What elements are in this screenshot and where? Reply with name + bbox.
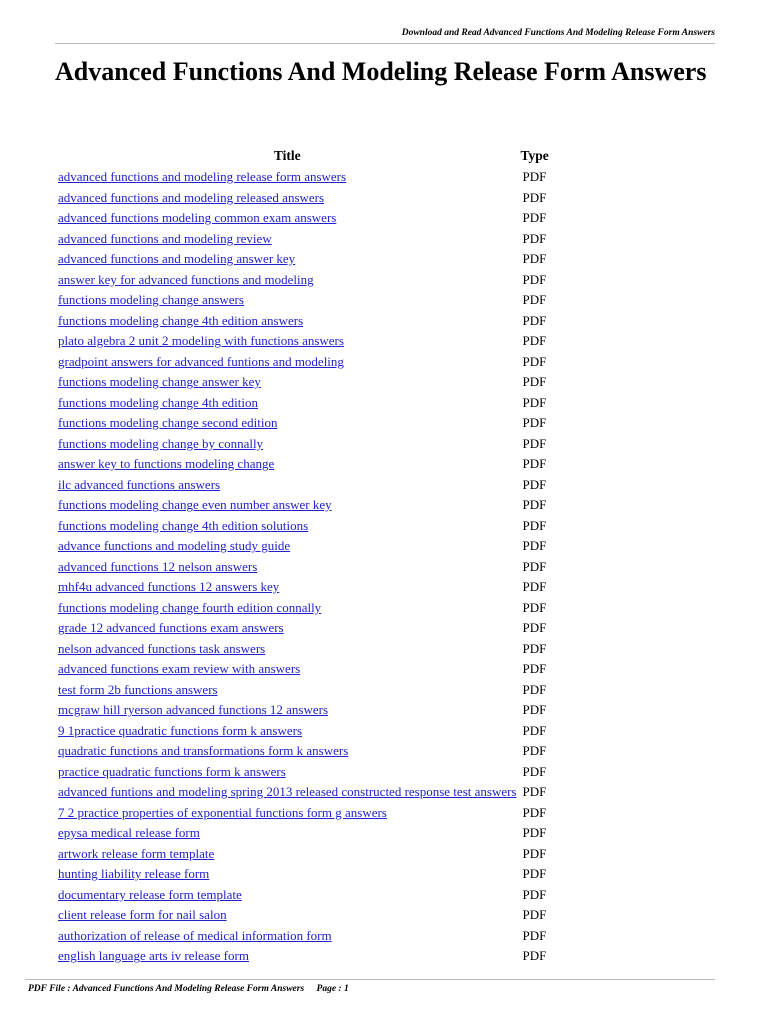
title-cell [56, 413, 519, 434]
document-link[interactable]: advanced functions and modeling answer key [58, 251, 296, 267]
file-type-cell: PDF [522, 353, 547, 369]
table-row [56, 270, 551, 291]
table-row [56, 680, 551, 701]
file-type-cell: PDF [522, 210, 547, 226]
file-type-cell: PDF [522, 784, 547, 800]
title-cell [56, 311, 519, 332]
table-row [56, 823, 551, 844]
file-type-cell: PDF [522, 558, 547, 574]
file-type-cell: PDF [522, 517, 547, 533]
file-type-cell: PDF [522, 374, 547, 390]
document-link[interactable]: advanced functions exam review with answers [58, 661, 301, 677]
title-cell [56, 905, 519, 926]
table-row [56, 208, 551, 229]
file-type-cell: PDF [522, 620, 547, 636]
running-header: Download and Read Advanced Functions And Modeling Release Form Answers [401, 28, 715, 38]
document-link[interactable]: 9 1practice quadratic functions form k answers [58, 722, 303, 738]
table-row [56, 434, 551, 455]
document-link[interactable]: mcgraw hill ryerson advanced functions 12 answers [58, 702, 329, 718]
table-row [56, 946, 551, 967]
title-cell [56, 331, 519, 352]
title-cell [56, 536, 519, 557]
footer-file-label: PDF File : Advanced Functions And Modeling Release Form Answers [28, 984, 305, 994]
table-row [56, 516, 551, 537]
document-link[interactable]: functions modeling change answer key [58, 374, 261, 390]
table-row [56, 413, 551, 434]
page-title: Advanced Functions And Modeling Release Form Answers [55, 57, 707, 86]
document-link[interactable]: functions modeling change 4th edition [58, 394, 259, 410]
table-row [56, 926, 551, 947]
title-cell [56, 782, 519, 803]
file-type-cell: PDF [522, 845, 547, 861]
file-type-cell: PDF [522, 415, 547, 431]
table-row [56, 885, 551, 906]
file-type-cell: PDF [522, 763, 547, 779]
title-cell [56, 618, 519, 639]
file-type-cell: PDF [522, 702, 547, 718]
file-type-cell: PDF [522, 640, 547, 656]
table-row [56, 188, 551, 209]
file-type-cell: PDF [522, 722, 547, 738]
table-row [56, 700, 551, 721]
document-link[interactable]: quadratic functions and transformations form k answers [58, 743, 349, 759]
document-link[interactable]: answer key to functions modeling change [58, 456, 275, 472]
document-link[interactable]: client release form for nail salon [58, 907, 227, 923]
file-type-cell: PDF [522, 948, 547, 964]
table-row [56, 167, 551, 188]
file-type-cell: PDF [522, 661, 547, 677]
file-type-cell: PDF [522, 579, 547, 595]
document-link[interactable]: hunting liability release form [58, 866, 210, 882]
file-type-cell: PDF [522, 886, 547, 902]
column-header-type: Type [520, 148, 549, 163]
document-link[interactable]: authorization of release of medical information form [58, 927, 332, 943]
table-row [56, 454, 551, 475]
file-type-cell: PDF [522, 804, 547, 820]
document-link[interactable]: epysa medical release form [58, 825, 200, 841]
title-cell [56, 864, 519, 885]
table-row [56, 598, 551, 619]
file-type-cell: PDF [522, 169, 547, 185]
title-cell [56, 229, 519, 250]
title-cell [56, 249, 519, 270]
file-type-cell: PDF [522, 497, 547, 513]
document-link[interactable]: advanced functions and modeling release form answers [58, 169, 347, 185]
table-row [56, 864, 551, 885]
title-cell [56, 495, 519, 516]
title-cell [56, 803, 519, 824]
file-type-cell: PDF [522, 743, 547, 759]
title-cell [56, 577, 519, 598]
table-row [56, 495, 551, 516]
title-cell [56, 372, 519, 393]
document-link[interactable]: functions modeling change fourth edition connally [58, 599, 322, 615]
title-cell [56, 926, 519, 947]
title-cell [56, 659, 519, 680]
table-row [56, 577, 551, 598]
table-row [56, 618, 551, 639]
footer-divider [25, 979, 715, 980]
running-footer [28, 984, 349, 994]
title-cell [56, 475, 519, 496]
table-row [56, 393, 551, 414]
document-link[interactable]: test form 2b functions answers [58, 681, 218, 697]
file-type-cell: PDF [522, 435, 547, 451]
title-cell [56, 290, 519, 311]
document-link[interactable]: functions modeling change by connally [58, 435, 264, 451]
document-link[interactable]: 7 2 practice properties of exponential functions form g answers [58, 804, 387, 820]
table-row [56, 762, 551, 783]
file-type-cell: PDF [522, 292, 547, 308]
title-cell [56, 946, 519, 967]
title-cell [56, 516, 519, 537]
file-type-cell: PDF [522, 189, 547, 205]
title-cell [56, 454, 519, 475]
document-link[interactable]: advanced functions and modeling review [58, 230, 272, 246]
document-link[interactable]: functions modeling change second edition [58, 415, 278, 431]
document-link[interactable]: documentary release form template [58, 886, 242, 902]
document-link[interactable]: ilc advanced functions answers [58, 476, 221, 492]
table-row [56, 475, 551, 496]
file-type-cell: PDF [522, 907, 547, 923]
document-link[interactable]: functions modeling change 4th edition answers [58, 312, 304, 328]
table-row [56, 311, 551, 332]
file-type-cell: PDF [522, 538, 547, 554]
table-row [56, 331, 551, 352]
title-cell [56, 434, 519, 455]
file-type-cell: PDF [522, 599, 547, 615]
file-type-cell: PDF [522, 825, 547, 841]
document-link[interactable]: mhf4u advanced functions 12 answers key [58, 579, 280, 595]
title-cell [56, 721, 519, 742]
file-type-cell: PDF [522, 271, 547, 287]
title-cell [56, 700, 519, 721]
document-listing-table [56, 145, 551, 967]
file-type-cell: PDF [522, 927, 547, 943]
title-cell [56, 741, 519, 762]
file-type-cell: PDF [522, 333, 547, 349]
document-link[interactable]: english language arts iv release form [58, 948, 249, 964]
table-row [56, 905, 551, 926]
table-row [56, 249, 551, 270]
file-type-cell: PDF [522, 230, 547, 246]
document-link[interactable]: answer key for advanced functions and modeling [58, 271, 314, 287]
document-link[interactable]: practice quadratic functions form k answers [58, 763, 286, 779]
table-row [56, 782, 551, 803]
table-row [56, 372, 551, 393]
file-type-cell: PDF [522, 394, 547, 410]
title-cell [56, 188, 519, 209]
table-header-row [56, 145, 551, 167]
file-type-cell: PDF [522, 456, 547, 472]
document-link[interactable]: grade 12 advanced functions exam answers [58, 620, 284, 636]
title-cell [56, 557, 519, 578]
footer-page-number: Page : 1 [316, 984, 349, 994]
table-row [56, 659, 551, 680]
title-cell [56, 680, 519, 701]
title-cell [56, 885, 519, 906]
file-type-cell: PDF [522, 476, 547, 492]
title-cell [56, 598, 519, 619]
document-link[interactable]: gradpoint answers for advanced funtions and modeling [58, 353, 344, 369]
table-row [56, 536, 551, 557]
table-row [56, 741, 551, 762]
title-cell [56, 639, 519, 660]
table-body [56, 167, 551, 967]
table-row [56, 557, 551, 578]
header-divider [55, 43, 715, 44]
document-link[interactable]: functions modeling change answers [58, 292, 244, 308]
file-type-cell: PDF [522, 866, 547, 882]
table-row [56, 229, 551, 250]
table-row [56, 639, 551, 660]
document-link[interactable]: advance functions and modeling study guide [58, 538, 291, 554]
document-link[interactable]: nelson advanced functions task answers [58, 640, 266, 656]
document-link[interactable]: plato algebra 2 unit 2 modeling with functions answers [58, 333, 344, 349]
title-cell [56, 208, 519, 229]
title-cell [56, 844, 519, 865]
file-type-cell: PDF [522, 251, 547, 267]
document-link[interactable]: functions modeling change even number answer key [58, 497, 332, 513]
table-row [56, 844, 551, 865]
table-row [56, 290, 551, 311]
document-link[interactable]: advanced funtions and modeling spring 2013 released constructed response test answers [58, 784, 517, 800]
file-type-cell: PDF [522, 312, 547, 328]
title-cell [56, 393, 519, 414]
file-type-cell: PDF [522, 681, 547, 697]
document-link[interactable]: functions modeling change 4th edition solutions [58, 517, 309, 533]
document-link[interactable]: artwork release form template [58, 845, 215, 861]
document-link[interactable]: advanced functions modeling common exam answers [58, 210, 337, 226]
table-row [56, 352, 551, 373]
column-header-title: Title [273, 148, 301, 163]
title-cell [56, 167, 519, 188]
title-cell [56, 270, 519, 291]
title-cell [56, 352, 519, 373]
document-link[interactable]: advanced functions and modeling released answers [58, 189, 325, 205]
title-cell [56, 823, 519, 844]
document-link[interactable]: advanced functions 12 nelson answers [58, 558, 258, 574]
title-cell [56, 762, 519, 783]
table-row [56, 803, 551, 824]
table-row [56, 721, 551, 742]
